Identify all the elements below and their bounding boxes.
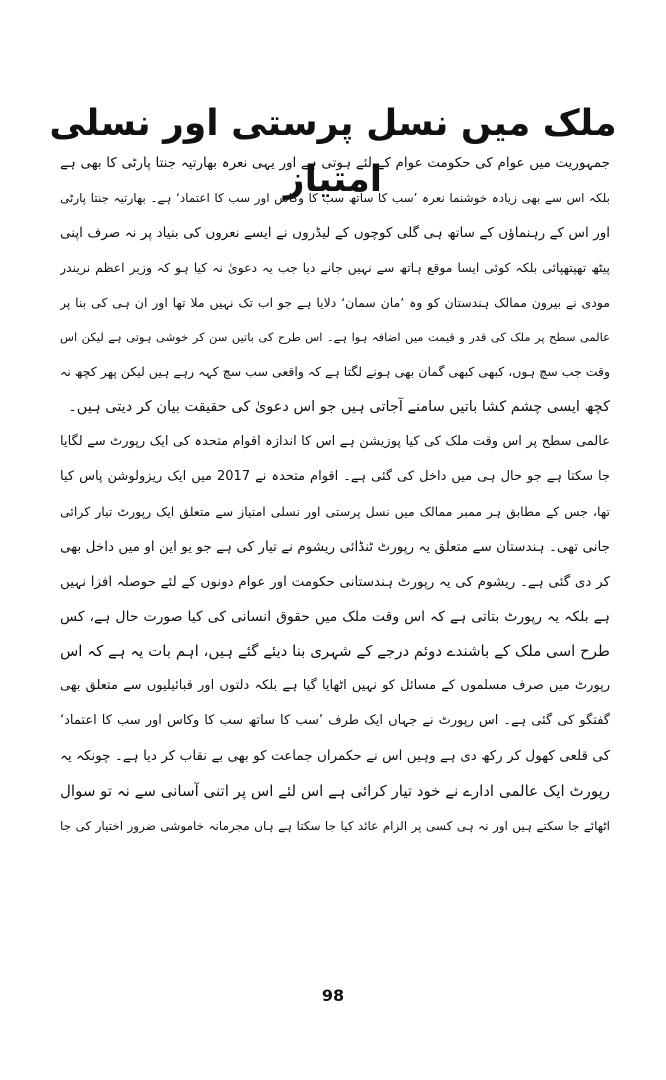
text-line: وقت جب سچ ہوں، کبھی کبھی گمان بھی ہونے لگتا ہے کہ واقعی سب سچ کہہ رہے ہیں لیکن پھر کچھ نہ xyxy=(60,364,610,380)
body-text xyxy=(60,146,610,844)
text-line: طرح اسی ملک کے باشندے دوئم درجے کے شہری بنا دیئے گئے ہیں، اہم بات یہ ہے کہ اس xyxy=(60,642,610,661)
paragraph-2 xyxy=(60,425,610,844)
text-line: رپورٹ ایک عالمی ادارے نے خود تیار کرائی ہے اس لئے اس پر اتنی آسانی سے نہ تو سوال xyxy=(60,782,610,801)
text-line: جانی تھی۔ ہندستان سے متعلق یہ رپورٹ ٹنڈائی ریشوم نے تیار کی ہے جو یو این او میں داخل بھی xyxy=(60,538,610,555)
text-line: ہے بلکہ یہ رپورٹ بتاتی ہے کہ اس وقت ملک میں حقوق انسانی کی کیا صورت حال ہے، کس xyxy=(60,608,610,625)
text-line: جا سکتا ہے جو حال ہی میں داخل کی گئی ہے۔ اقوام متحدہ نے 2017 میں ایک ریزولوشن پاس کیا xyxy=(60,469,610,485)
text-line: گفتگو کی گئی ہے۔ اس رپورٹ نے جہاں ایک طرف ’سب کا ساتھ سب کا وکاس اور سب کا اعتماد‘ xyxy=(60,713,610,729)
text-line: مودی نے بیرون ممالک ہندستان کو وہ ’مان سمان‘ دلایا ہے جو اب تک نہیں ملا تھا اور ان ہی کی بنا پر xyxy=(60,294,610,310)
paragraph-1 xyxy=(60,146,610,425)
text-line: عالمی سطح پر اس وقت ملک کی کیا پوزیشن ہے اس کا اندازہ اقوام متحدہ کی ایک رپورٹ سے لگایا xyxy=(60,434,610,450)
text-line: رپورٹ میں صرف مسلموں کے مسائل کو نہیں اٹھایا گیا ہے بلکہ دلتوں اور قبائیلیوں سے متعلق بھی xyxy=(60,678,610,694)
text-line: پیٹھ تھپتھپائی بلکہ کوئی ایسا موقع ہاتھ سے نہیں جانے دیا جب یہ دعویٰ نہ کیا ہو کہ وزیر اعظم نریندر xyxy=(60,259,610,275)
page-title: ملک میں نسل پرستی اور نسلی امتیاز xyxy=(49,103,617,201)
text-line: اٹھائے جا سکتے ہیں اور نہ ہی کسی پر الزام عائد کیا جا سکتا ہے ہاں مجرمانہ خاموشی ضرور اختیار کی جا xyxy=(60,818,610,833)
text-line: کی قلعی کھول کر رکھ دی ہے وہیں اس نے حکمراں جماعت کو بھی بے نقاب کر دیا ہے۔ چونکہ یہ xyxy=(60,748,610,765)
text-line: عالمی سطح پر ملک کی قدر و قیمت میں اضافہ ہوا ہے۔ اس طرح کی باتیں سن کر خوشی ہوتی ہے لیکن اس xyxy=(60,330,610,345)
text-line: تھا، جس کے مطابق ہر ممبر ممالک میں نسل پرستی اور نسلی امتیاز سے متعلق ایک رپورٹ تیار کرائی xyxy=(60,503,610,519)
text-line: جمہوریت میں عوام کی حکومت عوام کے لئے ہوتی ہے اور یہی نعرہ بھارتیہ جنتا پارٹی کا بھی ہے xyxy=(60,155,610,171)
text-line: کر دی گئی ہے۔ ریشوم کی یہ رپورٹ ہندستانی حکومت اور عوام دونوں کے لئے حوصلہ افزا نہیں xyxy=(60,573,610,590)
text-line: کچھ ایسی چشم کشا باتیں سامنے آجاتی ہیں جو اس دعویٰ کی حقیقت بیان کر دیتی ہیں۔ xyxy=(68,399,610,416)
page-number: 98 xyxy=(321,986,345,1005)
text-line: اور اس کے رہنماؤں کے ساتھ ہی گلی کوچوں کے لیڈروں نے ایسے نعروں کی بنیاد پر نہ صرف اپنی xyxy=(60,224,610,241)
text-line: بلکہ اس سے بھی زیادہ خوشنما نعرہ ’سب کا ساتھ سب کا وکاس اور سب کا اعتماد‘ ہے۔ بھارتیہ جنتا پارٹی xyxy=(60,190,610,205)
